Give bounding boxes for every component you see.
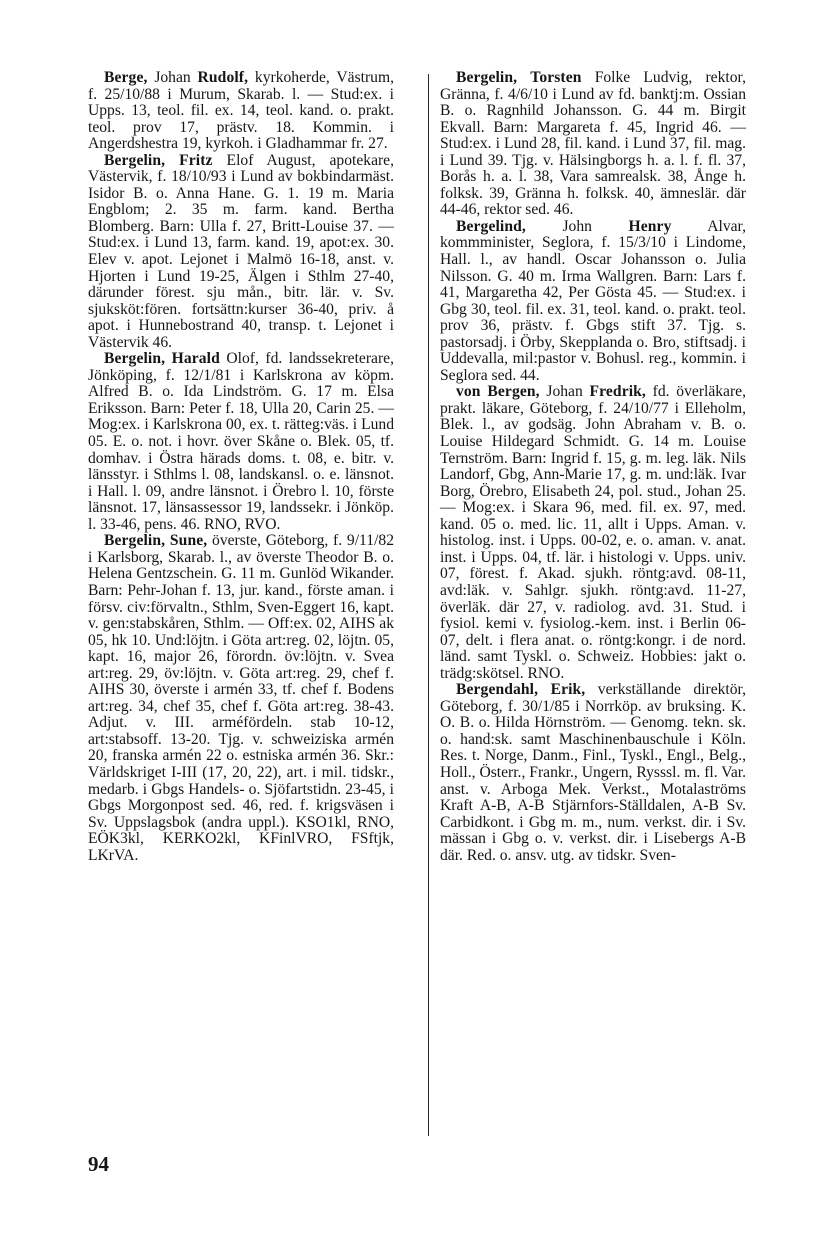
entry-text: Folke Ludvig, rektor, Gränna, f. 4/6/10 i Lund av fd. banktj:m. Ossian B. o. Ragnhild Johansson. G. 44 m. Birgit Ekvall. Barn: Margareta f. 45, Ingrid 46. — Stud:ex. i Lund 28, fil. kand. i Lund 37, fil. mag. i Lund 39. Tjg. v. Hälsingborgs h. a. l. f. fl. 37, Borås h. a. l. 38, Vara samrealsk. 38, Ånge h. folksk. 39, Gränna h. folksk. 40, ämneslär. där 44-46, rektor sed. 46.	[440, 69, 746, 219]
entry-given-name: Johan	[546, 383, 583, 401]
entry-bergelin-sune	[88, 533, 394, 864]
entry-surname: Berge,	[104, 69, 148, 86]
entry-bergendahl-erik	[440, 682, 746, 864]
right-column	[440, 70, 746, 864]
entry-given-name: Johan	[154, 69, 191, 86]
entry-surname: Bergelin,	[104, 151, 166, 169]
entry-called-name: Henry	[628, 217, 672, 235]
entry-surname: Bergendahl,	[456, 681, 539, 699]
entry-surname: Bergelind,	[456, 217, 526, 235]
entry-text: Alvar, kommminister, Seglora, f. 15/3/10 i Lindome, Hall. l., av handl. Oscar Johansson o. Julia Nilsson. G. 40 m. Irma Wallgren. Barn: Lars f. 41, Margaretha 42, Per Gösta 45. — Stud:ex. i Gbg 30, teol. fil. ex. 31, teol. kand. o. prakt. teol. prov 36, prästv. f. Gbgs stift 37. Tjg. s. pastorsadj. i Örby, Skepplanda o. Bro, stiftsadj. i Uddevalla, mil:pastor v. Bohusl. reg., kommin. i Seglora sed. 44.	[440, 217, 746, 384]
entry-called-name: Rudolf,	[197, 69, 249, 86]
entry-called-name: Torsten	[530, 69, 582, 86]
entry-text: överste, Göteborg, f. 9/11/82 i Karlsborg, Skarab. l., av överste Theodor B. o. Helena Gentzschein. G. 11 m. Gunlöd Wikander. Barn: Pehr-Johan f. 13, jur. kand., förste aman. i försv. civ:förvaltn., Sthlm, Sven-Eggert 16, kapt. v. gen:stabskåren, Sthlm. — Off:ex. 02, AIHS ak 05, hk 10. Und:löjtn. i Göta art:reg. 02, löjtn. 05, kapt. 16, major 26, förordn. öv:löjtn. v. Svea art:reg. 29, öv:löjtn. v. Göta art:reg. 29, chef f. AIHS 30, överste i armén 33, tf. chef f. Bodens art:reg. 34, chef 35, chef f. Göta art:reg. 38-43. Adjut. v. III. arméfördeln. stab 10-12, art:stabsoff. 13-20. Tjg. v. schweiziska armén 20, franska armén 22 o. estniska armén 36. Skr.: Världskriget I-III (17, 20, 22), art. i mil. tidskr., medarb. i Gbgs Handels- o. Sjöfartstidn. 23-45, i Gbgs Morgonpost sed. 46, red. f. krigsväsen i Sv. Uppslagsbok (andra uppl.). KSO1kl, RNO, EÖK3kl, KERKO2kl, KFinlVRO, FSftjk, LKrVA.	[88, 532, 394, 864]
entry-given-name: John	[562, 217, 592, 235]
entry-surname: von Bergen,	[456, 383, 540, 401]
left-column	[88, 70, 394, 864]
entry-text: fd. överläkare, prakt. läkare, Göteborg, f. 24/10/77 i Elleholm, Blek. l., av godsäg. John Abraham v. B. o. Louise Hildegard Schmidt. G. 14 m. Louise Ternström. Barn: Ingrid f. 15, g. m. leg. läk. Nils Landorf, Gbg, Ann-Marie 17, g. m. und:läk. Ivar Borg, Örebro, Elisabeth 24, pol. stud., Johan 25. — Mog:ex. i Skara 96, med. fil. ex. 97, med. kand. 05 o. med. lic. 11, allt i Upps. Aman. v. histolog. inst. i Upps. 00-02, e. o. aman. v. anat. inst. i Upps. 04, tf. lär. i histologi v. Upps. univ. 07, förest. f. Akad. sjukh. röntg:avd. 08-11, avd:läk. v. Sahlgr. sjukh. röntg:avd. 11-27, överläk. där 27, v. radiolog. avd. 31. Stud. i fysiol. kemi v. fysiolog.-kem. inst. i Berlin 06-07, delt. i flera anat. o. röntg:kongr. i de nord. länd. samt Tyskl. o. Schweiz. Hobbies: jakt o. trädg:skötsel. RNO.	[440, 383, 746, 682]
entry-bergelin-fritz	[88, 153, 394, 352]
entry-von-bergen-johan-fredrik	[440, 384, 746, 682]
entry-text: kyrkoherde, Västrum, f. 25/10/88 i Murum, Skarab. l. — Stud:ex. i Upps. 13, teol. fil. ex. 14, teol. kand. o. prakt. teol. prov 17, prästv. 18. Kommin. i Angerdshestra 19, kyrkoh. i Gladhammar fr. 27.	[88, 69, 394, 153]
entry-surname: Bergelin,	[104, 350, 166, 368]
entry-called-name: Harald	[171, 350, 220, 368]
entry-called-name: Erik,	[550, 681, 586, 699]
entry-called-name: Fredrik,	[589, 383, 646, 401]
entry-text: Olof, fd. landssekreterare, Jönköping, f. 12/1/81 i Karlskrona av köpm. Alfred B. o. Ida Lindström. G. 17 m. Elsa Eriksson. Barn: Peter f. 18, Ulla 20, Carin 25. — Mog:ex. i Karlskrona 00, ex. t. rätteg:väs. i Lund 05. E. o. not. i hovr. över Skåne o. Blek. 05, tf. domhav. i Östra härads doms. t. 08, e. bitr. v. länsstyr. i Sthlms l. 08, landskansl. o. e. länsnot. i Hall. l. 09, andre länsnot. i Örebro l. 10, förste länsnot. 17, länsassessor 19, landssekr. i Jönköp. l. 33-46, pens. 46. RNO, RVO.	[88, 350, 394, 533]
entry-text: Elof August, apotekare, Västervik, f. 18/10/93 i Lund av bokbindarmäst. Isidor B. o. Anna Hane. G. 1. 19 m. Maria Engblom; 2. 35 m. farm. kand. Bertha Blomberg. Barn: Ulla f. 27, Britt-Louise 37. — Stud:ex. i Lund 13, farm. kand. 19, apot:ex. 30. Elev v. apot. Lejonet i Malmö 16-18, anst. v. Hjorten i Lund 19-25, Älgen i Sthlm 27-40, därunder förest. sju mån., bitr. lär. v. Sv. sjuksköt:fören. fortsättn:kurser 36-40, priv. å apot. i Hunnebostrand 40, transp. t. Lejonet i Västervik 46.	[88, 151, 394, 351]
entry-berge-johan-rudolf	[88, 70, 394, 153]
entry-called-name: Fritz	[179, 151, 213, 169]
entry-called-name: Sune,	[169, 532, 208, 550]
page-number: 94	[88, 1152, 109, 1176]
entry-surname: Bergelin,	[456, 69, 518, 86]
entry-bergelind-john-henry	[440, 219, 746, 384]
entry-bergelin-torsten	[440, 70, 746, 219]
entry-surname: Bergelin,	[104, 532, 166, 550]
column-divider	[428, 74, 429, 1136]
entry-text: verkställande direktör, Göteborg, f. 30/1/85 i Norrköp. av bruksing. K. O. B. o. Hilda Hörnström. — Genomg. tekn. sk. o. hand:sk. samt Maschinenbauschule i Köln. Res. t. Norge, Danm., Finl., Tyskl., Engl., Belg., Holl., Österr., Frankr., Ungern, Rysssl. m. fl. Var. anst. v. Arboga Mek. Verkst., Motalaströms Kraft A-B, A-B Stjärnfors-Ställdalen, A-B Sv. Carbidkont. i Gbg m. m., num. verkst. dir. i Sv. mässan i Gbg o. v. verkst. dir. i Lisebergs A-B där. Red. o. ansv. utg. av tidskr. Sven-	[440, 681, 747, 864]
entry-bergelin-harald	[88, 351, 394, 533]
